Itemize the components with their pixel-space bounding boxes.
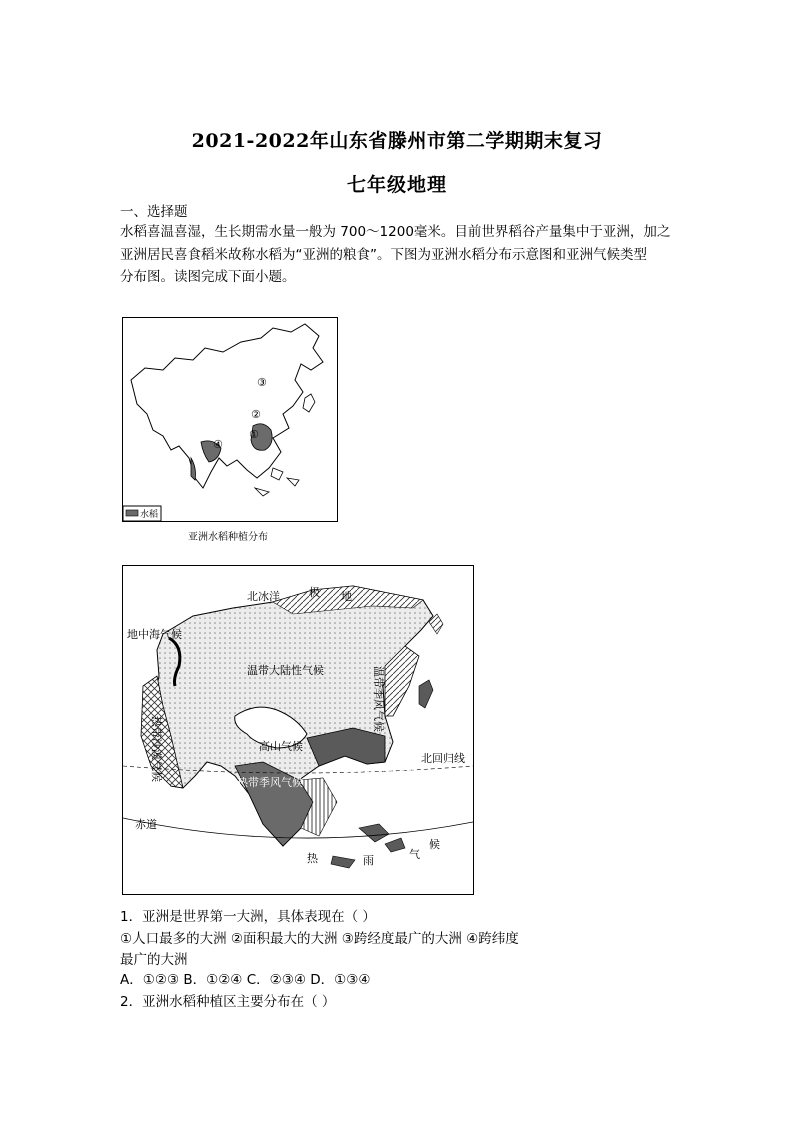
- question-1-choices: A．①②③ B．①②④ C．②③④ D．①③④: [120, 972, 371, 988]
- label-polar-2: 地: [341, 590, 352, 603]
- question-1-options-line-1: ①人口最多的大洲 ②面积最大的大洲 ③跨经度最广的大洲 ④跨纬度: [120, 931, 519, 947]
- question-2-stem: 2．亚洲水稻种植区主要分布在（ ）: [120, 994, 336, 1010]
- label-temperate-continental: 温带大陆性气候: [247, 664, 324, 677]
- question-1-options-line-2: 最广的大洲: [120, 952, 188, 968]
- label-rainforest-1: 热: [307, 852, 318, 865]
- label-tropical-desert: 热带沙漠气候: [150, 716, 163, 782]
- label-subtropical-monsoon: 亚热带季风气候: [341, 764, 418, 777]
- marker-2: ②: [251, 408, 261, 421]
- label-temperate-monsoon: 温带季风气候: [372, 666, 385, 732]
- label-tropical-monsoon: 热带季风气候: [237, 776, 303, 789]
- label-mediterranean: 地中海气候: [127, 628, 182, 641]
- marker-4: ④: [213, 438, 223, 451]
- map1-caption: 亚洲水稻种植分布: [188, 532, 268, 543]
- label-rainforest-4: 候: [429, 838, 440, 851]
- label-north-sea: 北冰洋: [247, 590, 280, 603]
- legend-swatch: [126, 510, 138, 516]
- label-rainforest-3: 气: [409, 848, 420, 861]
- legend-label: 水稻: [140, 510, 159, 520]
- question-1-stem: 1．亚洲是世界第一大洲，具体表现在（ ）: [120, 909, 376, 925]
- intro-line-2: 亚洲居民喜食稻米故称水稻为“亚洲的粮食”。下图为亚洲水稻分布示意图和亚洲气候类型: [120, 247, 647, 263]
- intro-line-1: 水稻喜温喜湿，生长期需水量一般为 700～1200毫米。目前世界稻谷产量集中于亚洲，加之: [120, 224, 671, 240]
- page-title: 2021-2022年山东省滕州市第二学期期末复习: [191, 130, 603, 152]
- marker-1: ①: [249, 428, 259, 441]
- label-highland: 高山气候: [259, 740, 303, 753]
- marker-3: ③: [257, 376, 267, 389]
- climate-type-map: [122, 565, 474, 895]
- label-tropic-cancer: 北回归线: [421, 752, 465, 765]
- label-rainforest-2: 雨: [363, 854, 374, 867]
- label-polar-1: 极: [309, 586, 320, 599]
- rice-distribution-map: [122, 317, 338, 522]
- intro-line-3: 分布图。读图完成下面小题。: [120, 269, 296, 285]
- label-equator: 赤道: [135, 818, 157, 831]
- section-heading: 一、选择题: [120, 204, 188, 220]
- page-subtitle: 七年级地理: [346, 174, 447, 196]
